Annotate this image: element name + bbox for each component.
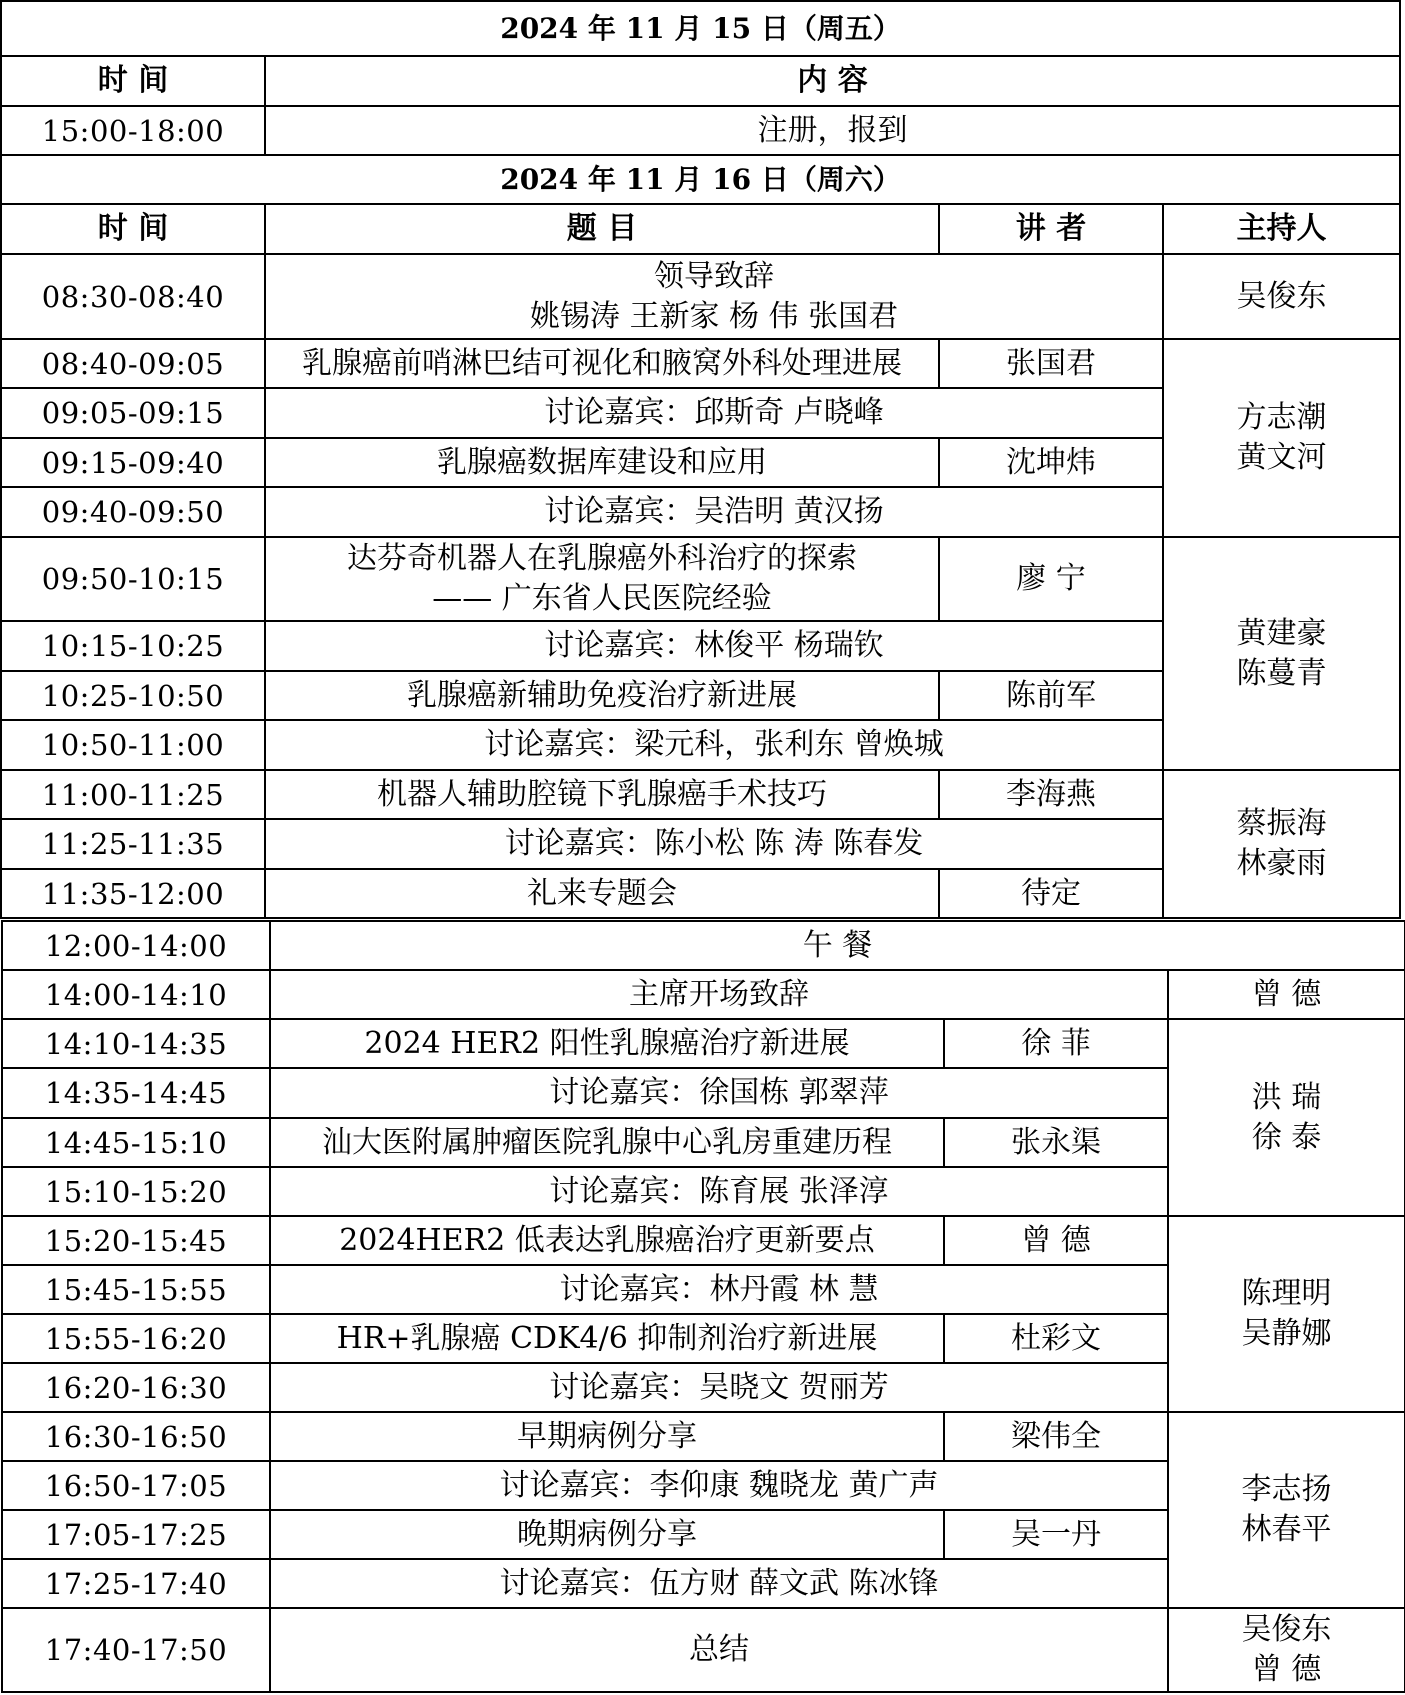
topic-cell: 早期病例分享: [270, 1412, 944, 1461]
topic-cell: [265, 254, 1163, 339]
time-cell: 14:00-14:10: [2, 970, 270, 1019]
discussion-cell: 讨论嘉宾：林丹霞 林 慧: [270, 1265, 1168, 1314]
table-row: [1, 339, 1400, 388]
date-heading-day1: 2024 年 11 月 15 日（周五）: [1, 1, 1400, 56]
host-line: 李志扬: [1241, 1472, 1332, 1507]
host-line: 陈理明: [1241, 1276, 1332, 1311]
discussion-cell: 讨论嘉宾：邱斯奇 卢晓峰: [265, 388, 1163, 438]
host-line: 黄建豪: [1236, 615, 1327, 651]
header-content: 内 容: [265, 56, 1400, 106]
speaker-cell: 曾 德: [944, 1216, 1168, 1265]
host-cell: [1168, 1019, 1405, 1216]
speaker-cell: 李海燕: [939, 770, 1163, 819]
header-row-day2: [1, 204, 1400, 254]
table-row: [2, 1216, 1405, 1265]
time-cell: 10:25-10:50: [1, 671, 265, 720]
time-cell: 08:30-08:40: [1, 254, 265, 339]
time-cell: 16:50-17:05: [2, 1461, 270, 1510]
topic-cell: [265, 537, 939, 621]
speaker-cell: 张国君: [939, 339, 1163, 388]
speaker-cell: 待定: [939, 869, 1163, 918]
table-row: [2, 921, 1405, 970]
header-time: 时 间: [1, 56, 265, 106]
discussion-cell: 讨论嘉宾：梁元科，张利东 曾焕城: [265, 720, 1163, 770]
time-cell: 10:15-10:25: [1, 621, 265, 671]
host-line: 曾 德: [1251, 1652, 1322, 1687]
topic-line: 达芬奇机器人在乳腺癌外科治疗的探索: [347, 541, 857, 576]
speaker-cell: 廖 宁: [939, 537, 1163, 621]
time-cell: 15:55-16:20: [2, 1314, 270, 1363]
topic-cell: 乳腺癌前哨淋巴结可视化和腋窝外科处理进展: [265, 339, 939, 388]
table-row: [2, 1608, 1405, 1692]
schedule-table-afternoon: [1, 920, 1405, 1693]
speaker-cell: 杜彩文: [944, 1314, 1168, 1363]
header-row-day1: [1, 56, 1400, 106]
time-cell: 14:35-14:45: [2, 1068, 270, 1118]
topic-line: 姚锡涛 王新家 杨 伟 张国君: [529, 298, 899, 334]
date-row-day2: [1, 155, 1400, 204]
discussion-cell: 讨论嘉宾：伍方财 薛文武 陈冰锋: [270, 1559, 1168, 1608]
host-line: 陈蔓青: [1236, 655, 1327, 691]
time-cell: 15:10-15:20: [2, 1167, 270, 1216]
host-cell: [1163, 770, 1400, 918]
topic-cell: 乳腺癌新辅助免疫治疗新进展: [265, 671, 939, 720]
discussion-cell: 讨论嘉宾：陈育展 张泽淳: [270, 1167, 1168, 1216]
discussion-cell: 讨论嘉宾：陈小松 陈 涛 陈春发: [265, 819, 1163, 869]
time-cell: 17:05-17:25: [2, 1510, 270, 1559]
time-cell: 17:40-17:50: [2, 1608, 270, 1692]
time-cell: 09:40-09:50: [1, 487, 265, 537]
speaker-cell: 徐 菲: [944, 1019, 1168, 1068]
time-cell: 16:30-16:50: [2, 1412, 270, 1461]
time-cell: 11:00-11:25: [1, 770, 265, 819]
host-line: 吴静娜: [1241, 1316, 1332, 1351]
host-line: 林春平: [1241, 1512, 1332, 1547]
time-cell: 15:00-18:00: [1, 106, 265, 155]
date-row-day1: [1, 1, 1400, 56]
time-cell: 08:40-09:05: [1, 339, 265, 388]
time-cell: 09:50-10:15: [1, 537, 265, 621]
time-cell: 15:20-15:45: [2, 1216, 270, 1265]
time-cell: 10:50-11:00: [1, 720, 265, 770]
topic-cell: 汕大医附属肿瘤医院乳腺中心乳房重建历程: [270, 1118, 944, 1167]
time-cell: 15:45-15:55: [2, 1265, 270, 1314]
discussion-cell: 讨论嘉宾：吴浩明 黄汉扬: [265, 487, 1163, 537]
host-line: 黄文河: [1236, 440, 1327, 475]
speaker-cell: 梁伟全: [944, 1412, 1168, 1461]
host-cell: [1168, 1412, 1405, 1608]
host-line: 洪 瑞: [1251, 1079, 1322, 1115]
discussion-cell: 讨论嘉宾：徐国栋 郭翠萍: [270, 1068, 1168, 1118]
topic-cell: 2024HER2 低表达乳腺癌治疗更新要点: [270, 1216, 944, 1265]
time-cell: 14:45-15:10: [2, 1118, 270, 1167]
topic-line: 领导致辞: [654, 258, 774, 294]
speaker-cell: 张永渠: [944, 1118, 1168, 1167]
time-cell: 16:20-16:30: [2, 1363, 270, 1412]
header-topic: 题 目: [265, 204, 939, 254]
table-row: [2, 1412, 1405, 1461]
topic-line: —— 广东省人民医院经验: [432, 581, 772, 616]
speaker-cell: 沈坤炜: [939, 438, 1163, 487]
host-line: 方志潮: [1236, 400, 1327, 435]
host-cell: [1168, 1608, 1405, 1692]
topic-cell: 总结: [270, 1608, 1168, 1692]
topic-cell: 乳腺癌数据库建设和应用: [265, 438, 939, 487]
host-line: 吴俊东: [1241, 1612, 1332, 1647]
host-line: 蔡振海: [1236, 806, 1327, 841]
time-cell: 09:05-09:15: [1, 388, 265, 438]
host-line: 林豪雨: [1236, 846, 1327, 881]
topic-cell: 主席开场致辞: [270, 970, 1168, 1019]
discussion-cell: 讨论嘉宾：李仰康 魏晓龙 黄广声: [270, 1461, 1168, 1510]
time-cell: 09:15-09:40: [1, 438, 265, 487]
discussion-cell: 讨论嘉宾：吴晓文 贺丽芳: [270, 1363, 1168, 1412]
host-cell: [1163, 537, 1400, 770]
host-cell: 曾 德: [1168, 970, 1405, 1019]
table-row: [1, 770, 1400, 819]
time-cell: 17:25-17:40: [2, 1559, 270, 1608]
topic-cell: 晚期病例分享: [270, 1510, 944, 1559]
time-cell: 12:00-14:00: [2, 921, 270, 970]
table-row: [1, 537, 1400, 621]
header-time: 时 间: [1, 204, 265, 254]
date-heading-day2: 2024 年 11 月 16 日（周六）: [1, 155, 1400, 204]
time-cell: 11:25-11:35: [1, 819, 265, 869]
header-speaker: 讲 者: [939, 204, 1163, 254]
speaker-cell: 吴一丹: [944, 1510, 1168, 1559]
discussion-cell: 讨论嘉宾：林俊平 杨瑞钦: [265, 621, 1163, 671]
host-line: 徐 泰: [1251, 1119, 1322, 1155]
table-row: [1, 254, 1400, 339]
content-cell: 注册，报到: [265, 106, 1400, 155]
time-cell: 11:35-12:00: [1, 869, 265, 918]
topic-cell: 2024 HER2 阳性乳腺癌治疗新进展: [270, 1019, 944, 1068]
host-cell: [1168, 1216, 1405, 1412]
table-row: [2, 970, 1405, 1019]
table-row: [1, 106, 1400, 155]
time-cell: 14:10-14:35: [2, 1019, 270, 1068]
header-host: 主持人: [1163, 204, 1400, 254]
topic-cell: 礼来专题会: [265, 869, 939, 918]
host-cell: 吴俊东: [1163, 254, 1400, 339]
table-row: [2, 1019, 1405, 1068]
host-cell: [1163, 339, 1400, 537]
lunch-cell: 午 餐: [270, 921, 1405, 970]
topic-cell: HR+乳腺癌 CDK4/6 抑制剂治疗新进展: [270, 1314, 944, 1363]
topic-cell: 机器人辅助腔镜下乳腺癌手术技巧: [265, 770, 939, 819]
speaker-cell: 陈前军: [939, 671, 1163, 720]
